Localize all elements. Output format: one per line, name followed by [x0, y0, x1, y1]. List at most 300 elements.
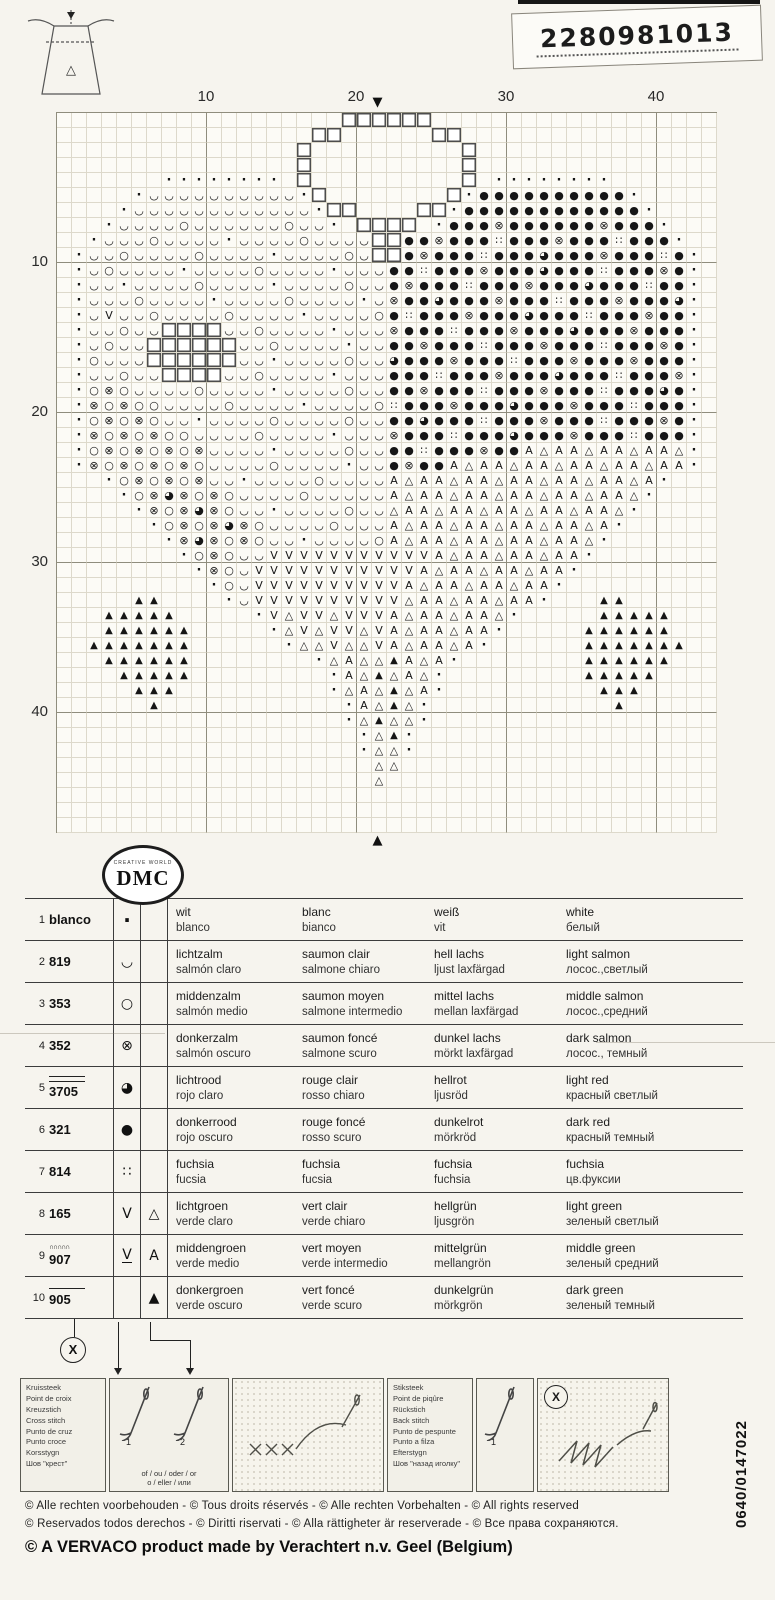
grid-cell: △: [342, 638, 357, 653]
grid-cell: [192, 578, 207, 593]
grid-cell: [477, 683, 492, 698]
grid-cell: ·: [687, 398, 702, 413]
legend-number-cell: [25, 1109, 114, 1150]
grid-cell: [507, 713, 522, 728]
grid-cell: [567, 623, 582, 638]
product-code: 0640/0147022: [733, 1420, 750, 1528]
grid-cell: ⊗: [102, 413, 117, 428]
grid-cell: ●: [432, 353, 447, 368]
grid-cell: V: [297, 548, 312, 563]
grid-cell: ·: [567, 563, 582, 578]
grid-cell: ◡: [252, 443, 267, 458]
grid-cell: ∷: [492, 233, 507, 248]
grid-cell: ·: [102, 473, 117, 488]
grid-cell: ●: [522, 398, 537, 413]
grid-cell: ●: [492, 338, 507, 353]
grid-cell: ○: [222, 548, 237, 563]
grid-cell: [342, 218, 357, 233]
grid-cell: ●: [612, 203, 627, 218]
grid-cell: [132, 728, 147, 743]
legend-symbol-2: [141, 1277, 168, 1318]
grid-cell: [162, 803, 177, 818]
grid-cell: A: [522, 578, 537, 593]
grid-cell: ▲: [627, 608, 642, 623]
grid-cell: [522, 818, 537, 833]
grid-cell: [627, 128, 642, 143]
grid-cell: [342, 758, 357, 773]
grid-cell: ●: [657, 293, 672, 308]
grid-cell: ●: [507, 218, 522, 233]
grid-cell: ○: [222, 578, 237, 593]
grid-cell: ◡: [87, 278, 102, 293]
grid-cell: ⊗: [657, 413, 672, 428]
legend-row-number: 9: [38, 1249, 45, 1262]
grid-cell: [177, 743, 192, 758]
color-name: wit: [176, 905, 191, 919]
grid-cell: [237, 623, 252, 638]
grid-cell: ⊗: [147, 428, 162, 443]
grid-cell: ◡: [252, 458, 267, 473]
grid-cell: [57, 638, 72, 653]
grid-cell: ⊗: [402, 458, 417, 473]
grid-cell: ·: [267, 623, 282, 638]
grid-cell: [282, 713, 297, 728]
color-name-alt: salmone intermedio: [302, 1006, 403, 1018]
grid-cell: ○: [147, 398, 162, 413]
grid-cell: [612, 758, 627, 773]
color-name: saumon clair: [302, 947, 371, 961]
grid-cell: [567, 143, 582, 158]
grid-cell: [612, 143, 627, 158]
grid-cell: [447, 698, 462, 713]
legend-number-cell: [25, 1235, 114, 1276]
grid-cell: [702, 383, 717, 398]
grid-cell: ◡: [132, 383, 147, 398]
grid-cell: ·: [687, 368, 702, 383]
grid-cell: ●: [672, 248, 687, 263]
grid-cell: ●: [567, 413, 582, 428]
grid-cell: [522, 698, 537, 713]
grid-cell: A: [462, 548, 477, 563]
grid-cell: ○: [297, 233, 312, 248]
color-name: fuchsia: [176, 1157, 215, 1171]
grid-cell: ◡: [312, 368, 327, 383]
grid-cell: ●: [417, 323, 432, 338]
legend-dmc-code: blanco: [49, 912, 91, 927]
grid-cell: [342, 788, 357, 803]
grid-cell: [192, 758, 207, 773]
legend-code-stack: [49, 954, 71, 969]
grid-cell: [492, 653, 507, 668]
color-name-alt: mörkröd: [434, 1132, 477, 1144]
grid-cell: △: [402, 638, 417, 653]
instruction-label: Efterstygn: [393, 1448, 427, 1458]
grid-cell: ⊗: [507, 323, 522, 338]
grid-cell: ·: [222, 173, 237, 188]
grid-cell: ◡: [372, 278, 387, 293]
grid-cell: ●: [507, 278, 522, 293]
grid-cell: [672, 113, 687, 128]
grid-cell: [552, 788, 567, 803]
grid-cell: ◡: [177, 233, 192, 248]
grid-cell: [627, 158, 642, 173]
grid-cell: [177, 803, 192, 818]
grid-cell: △: [447, 518, 462, 533]
grid-cell: [237, 773, 252, 788]
grid-cell: ◕: [507, 398, 522, 413]
grid-cell: [102, 668, 117, 683]
grid-cell: ▲: [582, 638, 597, 653]
grid-cell: ●: [627, 383, 642, 398]
grid-cell: ◡: [327, 488, 342, 503]
grid-cell: A: [447, 563, 462, 578]
grid-cell: ●: [492, 278, 507, 293]
color-name-alt: ljusröd: [434, 1090, 468, 1102]
grid-cell: △: [627, 443, 642, 458]
grid-cell: [627, 173, 642, 188]
grid-cell: ●: [432, 413, 447, 428]
grid-cell: ◡: [102, 293, 117, 308]
grid-cell: [357, 158, 372, 173]
grid-cell: [327, 728, 342, 743]
grid-cell: [537, 623, 552, 638]
grid-cell: △: [402, 488, 417, 503]
grid-cell: V: [312, 608, 327, 623]
grid-cell: △: [462, 578, 477, 593]
grid-cell: ●: [507, 263, 522, 278]
grid-cell: [102, 128, 117, 143]
grid-cell: ▲: [627, 668, 642, 683]
grid-cell: ◡: [297, 368, 312, 383]
grid-cell: ●: [567, 263, 582, 278]
grid-cell: ◡: [312, 533, 327, 548]
grid-cell: [342, 773, 357, 788]
grid-cell: [567, 683, 582, 698]
grid-cell: ·: [432, 683, 447, 698]
grid-cell: [357, 218, 372, 233]
grid-cell: ●: [627, 308, 642, 323]
grid-cell: [117, 698, 132, 713]
grid-cell: [507, 743, 522, 758]
grid-cell: [507, 758, 522, 773]
grid-cell: ◡: [372, 383, 387, 398]
grid-cell: [57, 128, 72, 143]
grid-cell: [687, 548, 702, 563]
grid-cell: ●: [672, 428, 687, 443]
grid-cell: ●: [447, 293, 462, 308]
grid-cell: ●: [552, 413, 567, 428]
grid-cell: [702, 743, 717, 758]
grid-cell: [582, 728, 597, 743]
grid-cell: ·: [132, 503, 147, 518]
grid-cell: ◡: [282, 428, 297, 443]
grid-cell: A: [387, 518, 402, 533]
grid-cell: ●: [447, 248, 462, 263]
grid-cell: ◡: [222, 278, 237, 293]
grid-cell: ◡: [207, 278, 222, 293]
grid-cell: [447, 188, 462, 203]
grid-cell: [702, 203, 717, 218]
grid-cell: ○: [192, 488, 207, 503]
grid-cell: △: [537, 533, 552, 548]
grid-cell: ⊗: [597, 218, 612, 233]
grid-cell: ⊗: [117, 458, 132, 473]
grid-cell: [267, 683, 282, 698]
grid-cell: [102, 173, 117, 188]
grid-cell: [642, 143, 657, 158]
grid-cell: [57, 218, 72, 233]
grid-cell: ●: [537, 188, 552, 203]
grid-cell: A: [567, 458, 582, 473]
grid-cell: [672, 518, 687, 533]
grid-cell: [582, 788, 597, 803]
grid-cell: ◕: [657, 383, 672, 398]
grid-cell: [567, 608, 582, 623]
grid-cell: [687, 593, 702, 608]
grid-cell: ●: [657, 308, 672, 323]
grid-cell: V: [372, 638, 387, 653]
grid-cell: ▲: [372, 713, 387, 728]
grid-cell: ●: [567, 218, 582, 233]
grid-cell: [492, 713, 507, 728]
grid-cell: [312, 818, 327, 833]
color-name: light red: [566, 1073, 609, 1087]
grid-cell: A: [507, 593, 522, 608]
instruction-label: Punto a filza: [393, 1437, 435, 1447]
grid-cell: [492, 698, 507, 713]
grid-cell: ●: [612, 413, 627, 428]
color-name-alt: verde oscuro: [176, 1300, 243, 1312]
grid-cell: △: [447, 548, 462, 563]
grid-cell: [72, 233, 87, 248]
grid-cell: ●: [597, 398, 612, 413]
grid-cell: [417, 143, 432, 158]
grid-cell: ·: [237, 173, 252, 188]
grid-cell: ◡: [207, 203, 222, 218]
grid-cell: A: [432, 533, 447, 548]
grid-cell: [147, 773, 162, 788]
grid-cell: [57, 458, 72, 473]
grid-cell: [477, 728, 492, 743]
grid-cell: ◡: [237, 428, 252, 443]
grid-cell: ●: [672, 353, 687, 368]
grid-cell: [252, 653, 267, 668]
grid-cell: ◡: [237, 563, 252, 578]
grid-cell: ●: [642, 263, 657, 278]
grid-cell: [72, 473, 87, 488]
legend-dmc-code: 353: [49, 996, 71, 1011]
grid-cell: [117, 578, 132, 593]
grid-cell: [162, 743, 177, 758]
grid-cell: △: [537, 473, 552, 488]
color-name: fuchsia: [434, 1157, 473, 1171]
grid-cell: ▲: [102, 653, 117, 668]
color-name-alt: rosso scuro: [302, 1132, 362, 1144]
grid-cell: ⊗: [447, 398, 462, 413]
grid-cell: ◡: [282, 323, 297, 338]
grid-cell: ▲: [612, 638, 627, 653]
grid-cell: [117, 788, 132, 803]
grid-cell: [117, 188, 132, 203]
grid-cell: [342, 128, 357, 143]
grid-cell: ●: [567, 248, 582, 263]
order-number: 2280981013: [536, 17, 739, 57]
legend-row-number: 5: [38, 1081, 45, 1094]
legend-code-stack: [49, 1245, 85, 1267]
grid-cell: △: [462, 458, 477, 473]
grid-cell: [537, 143, 552, 158]
grid-cell: ⊗: [477, 443, 492, 458]
grid-cell: [582, 698, 597, 713]
color-name: dunkelgrün: [434, 1283, 494, 1297]
grid-cell: [117, 758, 132, 773]
cross-stitch-needles-box: [109, 1378, 229, 1492]
grid-cell: △: [402, 473, 417, 488]
grid-cell: [192, 713, 207, 728]
grid-cell: ◡: [372, 518, 387, 533]
grid-cell: ◡: [207, 428, 222, 443]
legend-symbol-1: [114, 1025, 141, 1066]
grid-cell: A: [477, 473, 492, 488]
grid-cell: ▲: [627, 638, 642, 653]
grid-cell: ◡: [147, 263, 162, 278]
grid-cell: [237, 758, 252, 773]
grid-cell: A: [552, 473, 567, 488]
grid-cell: △: [357, 668, 372, 683]
grid-cell: ●: [462, 203, 477, 218]
grid-cell: [192, 368, 207, 383]
grid-cell: [237, 683, 252, 698]
grid-cell: [597, 788, 612, 803]
grid-cell: ◡: [237, 278, 252, 293]
dmc-tagline: CREATIVE WORLD: [113, 859, 173, 866]
grid-cell: V: [342, 593, 357, 608]
instruction-label: Шов "назад иголку": [393, 1459, 460, 1469]
grid-cell: ○: [102, 458, 117, 473]
legend-row-number: 1: [38, 913, 45, 926]
grid-cell: ·: [357, 728, 372, 743]
grid-cell: V: [387, 563, 402, 578]
legend-dmc-code: 814: [49, 1164, 71, 1179]
grid-cell: [162, 323, 177, 338]
grid-cell: ◡: [237, 293, 252, 308]
grid-cell: ●: [447, 233, 462, 248]
color-name-alt: цв.фуксии: [566, 1174, 621, 1186]
grid-cell: [192, 728, 207, 743]
grid-cell: [582, 773, 597, 788]
color-legend-table: [25, 898, 743, 1319]
grid-cell: ◕: [192, 503, 207, 518]
grid-cell: ●: [597, 353, 612, 368]
grid-cell: [147, 788, 162, 803]
grid-cell: ●: [537, 323, 552, 338]
color-name: saumon foncé: [302, 1031, 378, 1045]
grid-cell: [627, 728, 642, 743]
grid-cell: [537, 128, 552, 143]
grid-cell: [147, 158, 162, 173]
grid-cell: V: [312, 563, 327, 578]
grid-cell: A: [417, 533, 432, 548]
grid-cell: ◡: [132, 263, 147, 278]
grid-cell: ▲: [672, 638, 687, 653]
color-name-alt: verde intermedio: [302, 1258, 388, 1270]
grid-cell: ▲: [597, 683, 612, 698]
grid-cell: [72, 668, 87, 683]
grid-cell: ●: [522, 323, 537, 338]
color-name-alt: salmón oscuro: [176, 1048, 251, 1060]
grid-cell: ◡: [372, 503, 387, 518]
grid-cell: [597, 698, 612, 713]
grid-cell: [687, 488, 702, 503]
grid-cell: ●: [657, 323, 672, 338]
grid-cell: ○: [312, 473, 327, 488]
grid-cell: A: [462, 473, 477, 488]
grid-cell: [102, 593, 117, 608]
grid-cell: ▲: [597, 623, 612, 638]
grid-cell: △: [417, 668, 432, 683]
grid-cell: ▲: [642, 653, 657, 668]
grid-cell: ∷: [477, 338, 492, 353]
grid-cell: ▲: [612, 653, 627, 668]
grid-cell: A: [447, 503, 462, 518]
grid-cell: [462, 653, 477, 668]
grid-cell: ▲: [147, 668, 162, 683]
legend-symbol-2: [141, 1193, 168, 1234]
grid-cell: ●: [582, 338, 597, 353]
grid-cell: [72, 533, 87, 548]
grid-cell: ◡: [192, 308, 207, 323]
grid-cell: ▲: [147, 638, 162, 653]
legend-color-names: [168, 1151, 743, 1192]
grid-cell: [87, 788, 102, 803]
grid-cell: ·: [687, 383, 702, 398]
grid-cell: V: [312, 593, 327, 608]
grid-cell: ◡: [222, 458, 237, 473]
grid-cell: [612, 548, 627, 563]
grid-cell: [72, 638, 87, 653]
grid-cell: A: [387, 473, 402, 488]
grid-cell: △: [447, 608, 462, 623]
back-stitch-diagram-box: [537, 1378, 669, 1492]
grid-cell: [132, 128, 147, 143]
grid-cell: [72, 608, 87, 623]
grid-cell: [72, 758, 87, 773]
grid-cell: ·: [327, 263, 342, 278]
grid-cell: ●: [447, 263, 462, 278]
grid-cell: [672, 803, 687, 818]
grid-cell: [612, 578, 627, 593]
grid-cell: ◡: [102, 368, 117, 383]
grid-cell: [687, 653, 702, 668]
grid-cell: ●: [567, 278, 582, 293]
grid-cell: V: [357, 578, 372, 593]
grid-cell: [207, 788, 222, 803]
grid-cell: [282, 788, 297, 803]
grid-cell: [537, 638, 552, 653]
legend-symbol-1: [114, 1151, 141, 1192]
grid-cell: A: [642, 473, 657, 488]
grid-cell: [267, 773, 282, 788]
grid-cell: ●: [537, 203, 552, 218]
grid-cell: ●: [582, 368, 597, 383]
grid-cell: V: [327, 593, 342, 608]
grid-cell: [192, 773, 207, 788]
grid-cell: ○: [282, 293, 297, 308]
grid-cell: [642, 128, 657, 143]
legend-dmc-code: 3705: [49, 1084, 78, 1099]
grid-cell: [702, 293, 717, 308]
grid-cell: [462, 173, 477, 188]
